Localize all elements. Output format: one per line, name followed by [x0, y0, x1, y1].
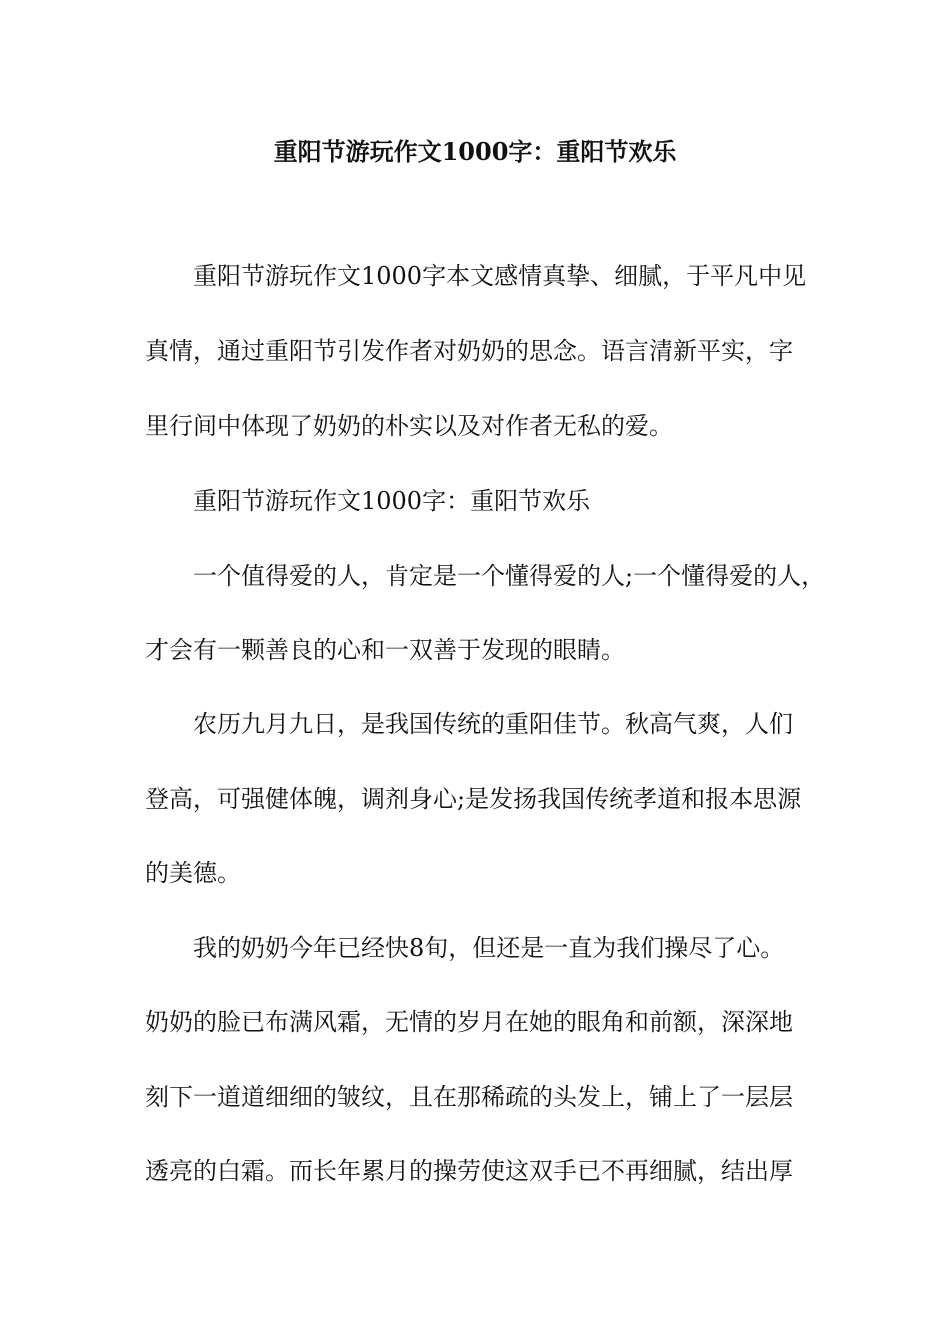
- paragraph-line: 透亮的白霜。而长年累月的操劳使这双手已不再细腻，结出厚: [145, 1157, 793, 1185]
- paragraph-line: 重阳节游玩作文1000字本文感情真挚、细腻，于平凡中见: [193, 262, 807, 290]
- paragraph-line: 刻下一道道细细的皱纹，且在那稀疏的头发上，铺上了一层层: [145, 1083, 793, 1111]
- paragraph-line: 一个值得爱的人，肯定是一个懂得爱的人;一个懂得爱的人，: [193, 562, 826, 590]
- paragraph-line: 重阳节游玩作文1000字：重阳节欢乐: [193, 487, 591, 515]
- paragraph-line: 真情，通过重阳节引发作者对奶奶的思念。语言清新平实，字: [145, 337, 793, 365]
- paragraph-line: 奶奶的脸已布满风霜，无情的岁月在她的眼角和前额，深深地: [145, 1008, 793, 1036]
- paragraph-line: 才会有一颗善良的心和一双善于发现的眼睛。: [145, 636, 625, 664]
- document-title: 重阳节游玩作文1000字：重阳节欢乐: [273, 137, 677, 166]
- paragraph-line: 我的奶奶今年已经快8旬，但还是一直为我们操尽了心。: [193, 934, 785, 962]
- paragraph-line: 里行间中体现了奶奶的朴实以及对作者无私的爱。: [145, 412, 673, 440]
- paragraph-line: 农历九月九日，是我国传统的重阳佳节。秋高气爽，人们: [193, 710, 793, 738]
- paragraph-line: 的美德。: [145, 859, 241, 887]
- paragraph-line: 登高，可强健体魄，调剂身心;是发扬我国传统孝道和报本思源: [145, 785, 802, 813]
